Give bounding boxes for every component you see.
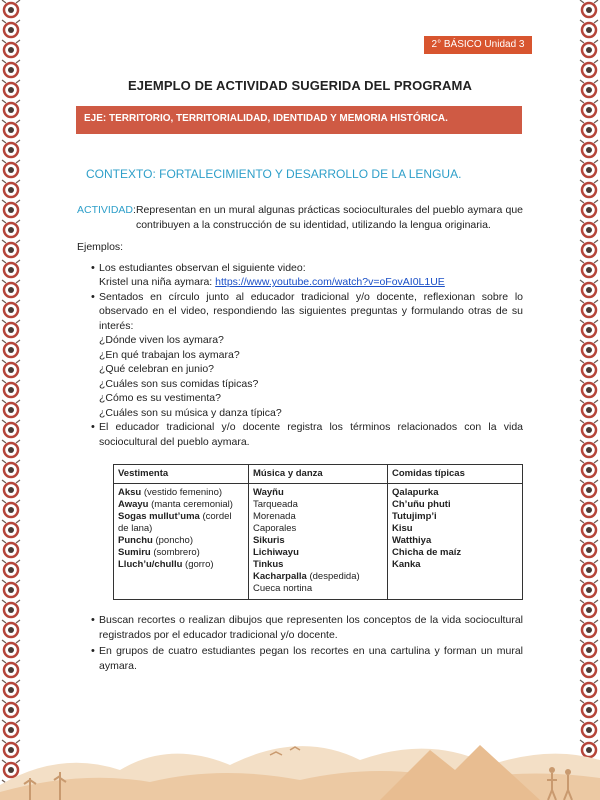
- table-term: Kisu: [392, 523, 413, 534]
- table-term: Cueca nortina: [252, 583, 313, 594]
- border-pattern-right: [578, 0, 600, 800]
- question-item: ¿Dónde viven los aymara?: [99, 334, 224, 346]
- table-term: Morenada: [252, 511, 296, 522]
- table-term: Chicha de maíz: [392, 547, 462, 558]
- cutouts-text: Buscan recortes o realizan dibujos que representen los conceptos de la vida sociocultural registrados por el educador tradicional y/o docente.: [99, 614, 523, 641]
- question-item: ¿Cómo es su vestimenta?: [99, 392, 221, 404]
- table-term: Sumiru (sombrero): [118, 547, 200, 558]
- table-header-musica: Música y danza: [248, 465, 387, 484]
- border-pattern-left: [0, 0, 22, 800]
- mural-text: En grupos de cuatro estudiantes pegan los recortes en una cartulina y forman un mural aymara.: [99, 645, 523, 672]
- activity-label: ACTIVIDAD: [77, 204, 134, 216]
- video-link[interactable]: https://www.youtube.com/watch?v=oFovAI0L1UE: [215, 276, 445, 288]
- table-term: Wayñu: [252, 487, 284, 498]
- list-item: [77, 644, 523, 673]
- activity-content: [77, 203, 523, 673]
- table-term: Punchu (poncho): [118, 535, 193, 546]
- table-term: Lichiwayu: [252, 547, 299, 558]
- table-header-comidas: Comidas típicas: [388, 465, 523, 484]
- table-term: Ch’uñu phuti: [392, 499, 451, 510]
- table-term: Tutujimp’i: [392, 511, 437, 522]
- table-term: Tarqueada: [252, 499, 298, 510]
- table-term: Sogas mullut’uma (cordel de lana): [118, 511, 232, 534]
- context-heading: CONTEXTO: FORTALECIMIENTO Y DESARROLLO DE LA LENGUA.: [86, 167, 462, 181]
- reflection-intro: Sentados en círculo junto al educador tradicional y/o docente, reflexionan sobre lo observado en el video, respondiendo las siguientes preguntas y formulando otras de su interés:: [99, 290, 523, 332]
- table-term: Awayu (manta ceremonial): [118, 499, 233, 510]
- table-term: Qalapurka: [392, 487, 439, 498]
- grade-unit-badge: 2° BÁSICO Unidad 3: [424, 36, 532, 54]
- left-decorative-border: [0, 0, 22, 800]
- question-item: ¿Qué celebran en junio?: [99, 363, 214, 375]
- landscape-illustration: [0, 710, 600, 800]
- list-item: [77, 613, 523, 642]
- list-item: [77, 420, 523, 449]
- list-item: [77, 290, 523, 421]
- video-intro: • Los estudiantes observan el siguiente video:: [99, 261, 306, 274]
- table-term: Tinkus: [252, 559, 284, 570]
- terms-table: [113, 464, 523, 600]
- activity-text: Representan en un mural algunas prácticas socioculturales del pueblo aymara que contribuyen a la construcción de su identidad, utilizando la lengua originaria.: [135, 204, 523, 231]
- table-term: Kanka: [392, 559, 421, 570]
- question-item: ¿Cuáles son su música y danza típica?: [99, 406, 282, 419]
- register-terms-text: El educador tradicional y/o docente registra los términos relacionados con la vida sociocultural del pueblo aymara.: [99, 421, 523, 448]
- table-term: Caporales: [252, 523, 297, 534]
- table-header-vestimenta: Vestimenta: [114, 465, 249, 484]
- examples-label: Ejemplos:: [77, 241, 124, 253]
- page-title: EJEMPLO DE ACTIVIDAD SUGERIDA DEL PROGRAMA: [128, 78, 472, 93]
- examples-list: [77, 261, 523, 450]
- table-term: Aksu (vestido femenino): [118, 487, 223, 498]
- table-term: Watthiya: [392, 535, 432, 546]
- eje-banner: EJE: TERRITORIO, TERRITORIALIDAD, IDENTIDAD Y MEMORIA HISTÓRICA.: [76, 106, 522, 134]
- comidas-cell: [388, 484, 523, 600]
- question-item: ¿En qué trabajan los aymara?: [99, 348, 240, 361]
- activity-paragraph: ACTIVIDAD: Representan en un mural algunas prácticas socioculturales del pueblo aymara que contribuyen a la construcción de su identidad, utilizando la lengua originaria.: [77, 204, 523, 231]
- video-title: Kristel una niña aymara:: [99, 276, 216, 288]
- right-decorative-border: [578, 0, 600, 800]
- list-item: [77, 261, 523, 290]
- musica-cell: [248, 484, 387, 600]
- question-item: ¿Cuáles son sus comidas típicas?: [99, 377, 259, 390]
- table-term: Kacharpalla (despedida): [252, 571, 360, 582]
- table-term: Sikuris: [252, 535, 285, 546]
- table-term: Lluch’u/chullu (gorro): [118, 559, 214, 570]
- closing-list: [77, 613, 523, 673]
- footer-landscape-illustration: [0, 710, 600, 800]
- vestimenta-cell: [114, 484, 249, 600]
